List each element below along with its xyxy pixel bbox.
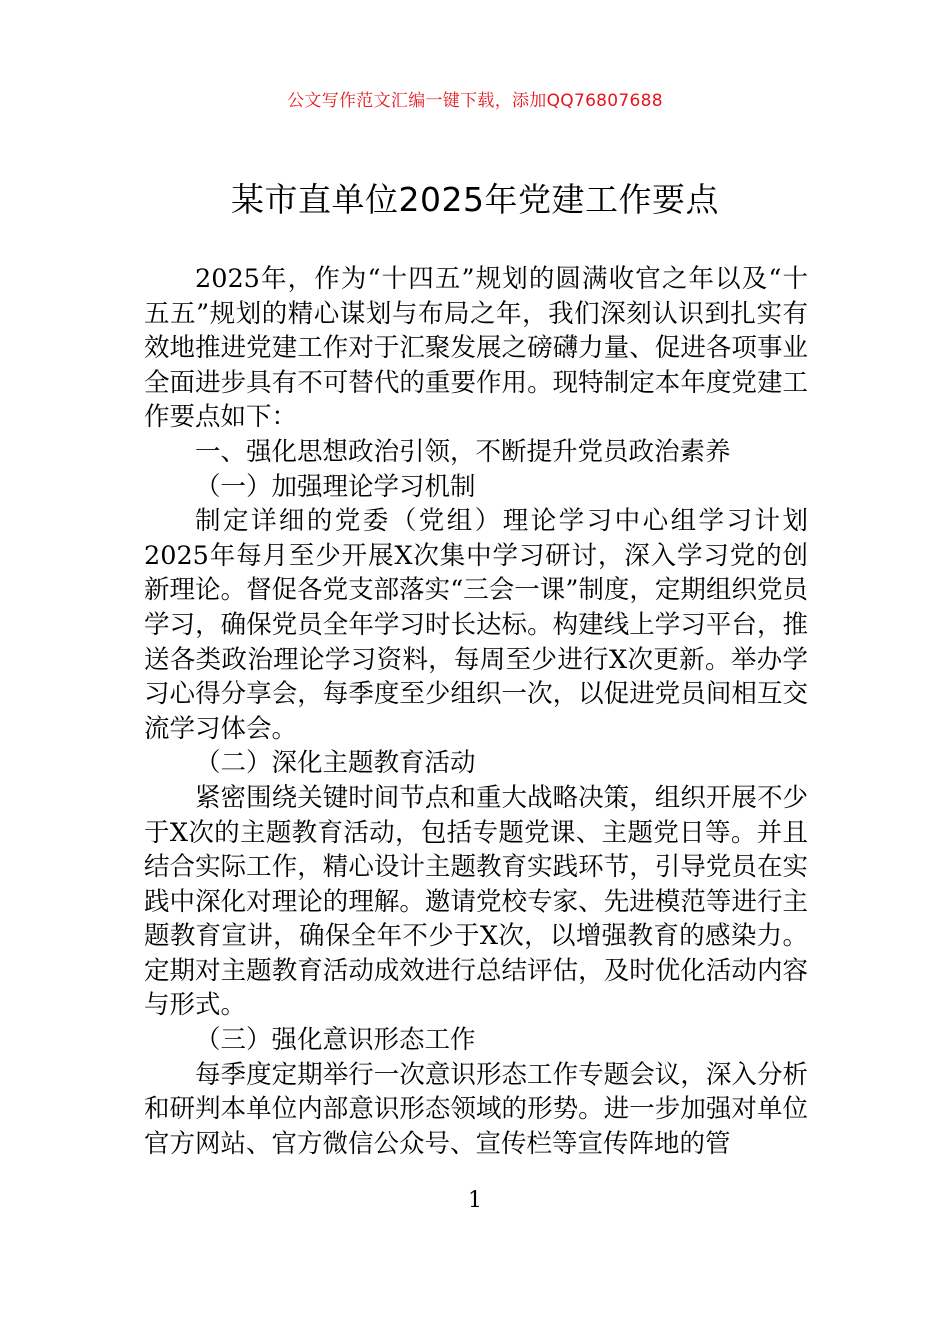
body-paragraph: 每季度定期举行一次意识形态工作专题会议，深入分析和研判本单位内部意识形态领域的形势。进一步加强对单位官方网站、官方微信公众号、宣传栏等宣传阵地的管 <box>144 1059 808 1159</box>
subsection-heading-3: （三）强化意识形态工作 <box>195 1025 476 1056</box>
body-paragraph: 制定详细的党委（党组）理论学习中心组学习计划2025年每月至少开展X次集中学习研讨，深入学习党的创新理论。督促各党支部落实“三会一课”制度，定期组织党员学习，确保党员全年学习时长达标。构建线上学习平台，推送各类政治理论学习资料，每周至少进行X次更新。举办学习心得分享会，每季度至少组织一次，以促进党员间相互交流学习体会。 <box>144 506 808 744</box>
subsection-heading-1: （一）加强理论学习机制 <box>195 471 476 502</box>
body-paragraph: 紧密围绕关键时间节点和重大战略决策，组织开展不少于X次的主题教育活动，包括专题党课、主题党日等。并且结合实际工作，精心设计主题教育实践环节，引导党员在实践中深化对理论的理解。邀请党校专家、先进模范等进行主题教育宣讲，确保全年不少于X次，以增强教育的感染力。定期对主题教育活动成效进行总结评估，及时优化活动内容与形式。 <box>144 782 808 1021</box>
page-number: 1 <box>468 1188 482 1213</box>
download-banner: 公文写作范文汇编一键下载，添加QQ76807688 <box>287 91 663 111</box>
document-body <box>144 262 808 1161</box>
intro-paragraph: 2025年，作为“十四五”规划的圆满收官之年以及“十五五”规划的精心谋划与布局之年，我们深刻认识到扎实有效地推进党建工作对于汇聚发展之磅礴力量、促进各项事业全面进步具有不可替代的重要作用。现特制定本年度党建工作要点如下： <box>144 264 808 433</box>
section-heading-1: 一、强化思想政治引领，不断提升党员政治素养 <box>195 436 731 467</box>
document-title: 某市直单位2025年党建工作要点 <box>231 180 719 219</box>
subsection-heading-2: （二）深化主题教育活动 <box>195 748 476 779</box>
